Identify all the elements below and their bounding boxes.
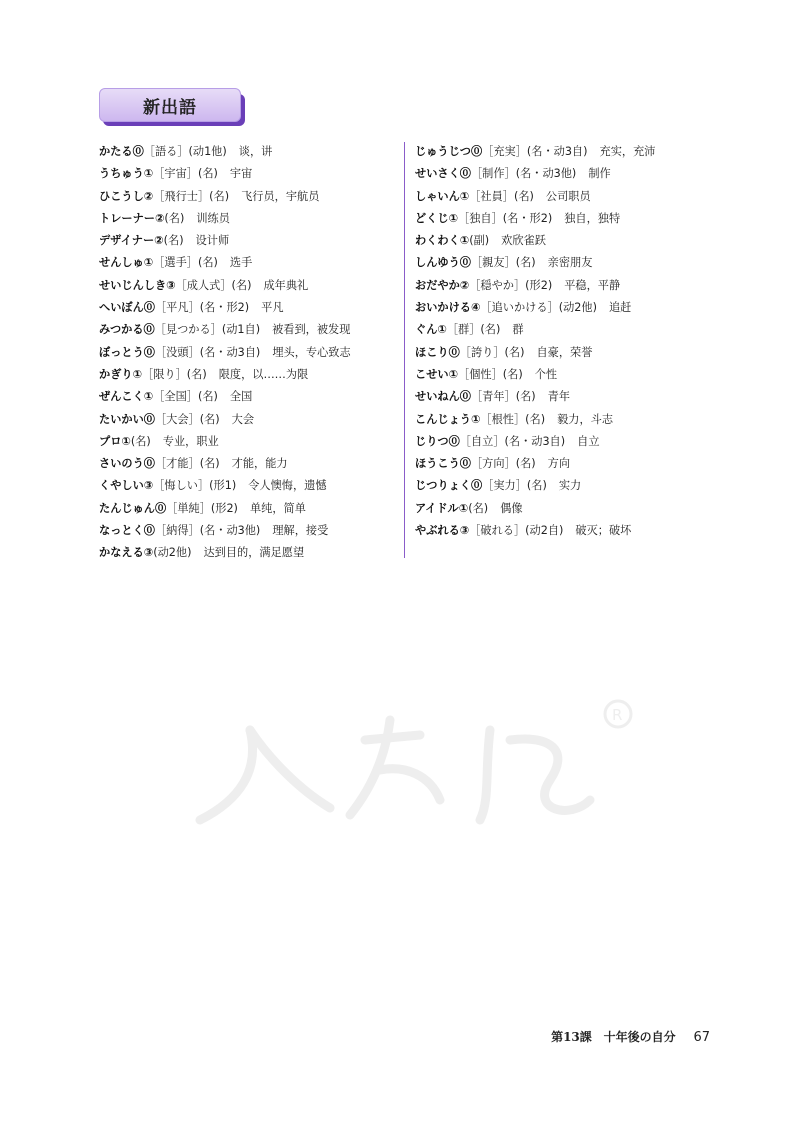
vocab-reading: アイドル①: [415, 501, 469, 515]
vocab-reading: かぎり①: [99, 367, 143, 381]
vocab-meaning: 全国: [229, 390, 253, 404]
vocab-kanji-pos: ［群］(名): [446, 323, 501, 337]
vocab-meaning: 偶像: [500, 501, 523, 515]
vocab-reading: せいじんしき③: [99, 278, 176, 292]
vocab-meaning: 追赶: [608, 301, 632, 315]
footer-chapter-title: 十年後の自分: [603, 1030, 676, 1044]
vocab-meaning: 实力: [558, 479, 582, 493]
vocab-reading: おだやか②: [415, 278, 470, 292]
vocab-meaning: 宇宙: [229, 167, 253, 181]
vocab-kanji-pos: (名): [468, 501, 489, 515]
vocab-entry: [99, 431, 399, 453]
vocab-meaning: 训练员: [196, 211, 230, 225]
vocab-kanji-pos: ［方向］(名): [470, 457, 536, 471]
vocab-meaning: 成年典礼: [263, 278, 309, 292]
vocab-entry: [415, 230, 715, 252]
vocab-meaning: 埋头，专心致志: [272, 345, 351, 359]
vocab-kanji-pos: ［飛行士］(名): [153, 189, 230, 203]
vocab-kanji-pos: ［語る］(动1他): [143, 145, 227, 158]
vocab-entry: [99, 342, 399, 364]
vocab-reading: かたる⓪: [99, 145, 144, 158]
vocab-kanji-pos: ［悔しい］(形1): [153, 479, 237, 493]
vocab-kanji-pos: ［大会］(名): [154, 412, 220, 426]
vocab-meaning: 群: [512, 323, 524, 337]
vocab-reading: うちゅう①: [99, 167, 154, 181]
vocab-meaning: 制作: [588, 167, 611, 181]
vocab-entry: [99, 520, 399, 542]
vocab-entry: [415, 386, 715, 408]
vocab-entry: [415, 453, 715, 475]
column-divider: [404, 142, 405, 558]
vocab-meaning: 选手: [229, 256, 253, 270]
vocab-meaning: 个性: [534, 367, 558, 381]
publisher-watermark: [190, 690, 640, 840]
svg-text:R: R: [612, 706, 623, 724]
vocab-meaning: 平稳，平静: [564, 278, 621, 292]
vocab-entry: [415, 319, 715, 341]
vocab-entry: [415, 364, 715, 386]
vocab-kanji-pos: ［破れる］(动2自): [469, 524, 564, 538]
vocab-kanji-pos: ［自立］(名・动3自): [459, 434, 566, 448]
vocab-entry: [415, 475, 715, 497]
vocab-reading: デザイナー②: [99, 234, 164, 248]
vocab-kanji-pos: ［納得］(名・动3他): [154, 524, 261, 538]
vocab-entry: [99, 409, 399, 431]
vocab-reading: こせい①: [415, 367, 459, 381]
vocab-meaning: 自豪，荣誉: [536, 345, 593, 359]
vocab-entry: [99, 498, 399, 520]
vocab-kanji-pos: ［個性］(名): [458, 367, 523, 381]
vocab-meaning: 欢欣雀跃: [501, 234, 546, 248]
vocab-meaning: 理解，接受: [272, 524, 329, 538]
page-footer: [551, 1028, 710, 1045]
vocab-kanji-pos: ［穏やか］(形2): [469, 278, 553, 292]
vocab-reading: せいねん⓪: [415, 390, 471, 404]
vocab-reading: へいぼん⓪: [99, 301, 155, 315]
vocab-meaning: 令人懊悔，遗憾: [248, 479, 327, 493]
vocab-kanji-pos: ［限り］(名): [142, 367, 207, 381]
vocab-entry: [415, 520, 715, 542]
vocab-reading: しゃいん①: [415, 189, 470, 203]
vocab-reading: わくわく①: [415, 234, 470, 248]
vocab-entry: [415, 141, 715, 163]
vocab-reading: ひこうし②: [99, 189, 154, 203]
page-number: 67: [693, 1030, 710, 1045]
vocab-reading: じりつ⓪: [415, 434, 460, 448]
vocab-reading: ほうこう⓪: [415, 457, 471, 471]
section-title-box: [99, 88, 247, 128]
vocab-entry: [415, 163, 715, 185]
vocab-entry: [99, 453, 399, 475]
vocab-kanji-pos: ［平凡］(名・形2): [154, 301, 250, 315]
vocab-meaning: 谈，讲: [238, 145, 273, 158]
vocab-meaning: 设计师: [195, 234, 230, 248]
vocab-meaning: 独自，独特: [564, 211, 621, 225]
vocab-meaning: 达到目的，满足愿望: [203, 546, 305, 560]
vocab-reading: やぶれる③: [415, 524, 470, 538]
vocab-reading: ほこり⓪: [415, 345, 460, 359]
vocab-kanji-pos: ［社員］(名): [469, 189, 534, 203]
vocab-reading: しんゆう⓪: [415, 256, 471, 270]
vocab-entry: [99, 275, 399, 297]
vocab-kanji-pos: ［充実］(名・动3自): [482, 145, 588, 158]
vocab-reading: じつりょく⓪: [415, 479, 483, 493]
vocab-reading: トレーナー②: [99, 211, 165, 225]
vocab-meaning: 被看到，被发现: [272, 323, 351, 337]
vocab-entry: [99, 186, 399, 208]
vocab-kanji-pos: ［成人式］(名): [175, 278, 252, 292]
vocab-meaning: 专业，职业: [162, 434, 219, 448]
vocab-reading: せんしゅ①: [99, 256, 154, 270]
vocab-entry: [99, 475, 399, 497]
vocab-kanji-pos: (副): [469, 234, 490, 248]
vocab-reading: プロ①: [99, 434, 131, 448]
vocab-kanji-pos: (动2他): [153, 546, 192, 560]
vocab-reading: こんじょう①: [415, 412, 481, 426]
vocab-entry: [99, 297, 399, 319]
vocab-entry: [415, 409, 715, 431]
vocab-entry: [99, 319, 399, 341]
vocab-meaning: 单纯，简单: [249, 501, 306, 515]
vocab-meaning: 平凡: [261, 301, 284, 315]
vocab-kanji-pos: (名): [130, 434, 151, 448]
vocab-kanji-pos: ［根性］(名): [480, 412, 546, 426]
vocab-kanji-pos: ［才能］(名): [154, 457, 220, 471]
vocab-entry: [99, 230, 399, 252]
vocab-reading: ぼっとう⓪: [99, 345, 155, 359]
vocab-entry: [415, 252, 715, 274]
vocab-meaning: 大会: [231, 412, 255, 426]
vocab-reading: かなえる③: [99, 546, 154, 560]
vocab-meaning: 才能，能力: [231, 457, 288, 471]
vocab-kanji-pos: ［単純］(形2): [166, 501, 238, 515]
vocab-entry: [99, 542, 399, 564]
vocab-entry: [99, 386, 399, 408]
vocab-meaning: 毅力，斗志: [557, 412, 614, 426]
vocab-meaning: 破灭；破坏: [575, 524, 632, 538]
vocab-kanji-pos: ［追いかける］(动2他): [480, 301, 597, 315]
vocab-reading: ぜんこく①: [99, 390, 154, 404]
vocab-reading: せいさく⓪: [415, 167, 471, 181]
vocab-reading: どくじ①: [415, 211, 459, 225]
vocab-meaning: 飞行员，宇航员: [241, 189, 320, 203]
vocab-kanji-pos: ［全国］(名): [153, 390, 218, 404]
vocab-reading: くやしい③: [99, 479, 154, 493]
vocab-kanji-pos: (名): [163, 234, 184, 248]
vocab-kanji-pos: ［実力］(名): [482, 479, 547, 493]
vocab-entry: [415, 498, 715, 520]
vocab-reading: たいかい⓪: [99, 412, 155, 426]
vocab-kanji-pos: ［選手］(名): [153, 256, 218, 270]
vocab-reading: たんじゅん⓪: [99, 501, 167, 515]
vocab-meaning: 公司职员: [545, 189, 591, 203]
vocab-meaning: 自立: [577, 434, 600, 448]
vocab-entry: [99, 252, 399, 274]
vocab-meaning: 充实，充沛: [599, 145, 656, 158]
vocab-column-right: [415, 141, 715, 542]
vocab-reading: さいのう⓪: [99, 457, 155, 471]
vocab-entry: [99, 364, 399, 386]
vocab-entry: [415, 186, 715, 208]
vocab-entry: [415, 297, 715, 319]
vocab-entry: [415, 275, 715, 297]
vocab-meaning: 限度，以……为限: [218, 367, 309, 381]
vocab-reading: おいかける④: [415, 301, 481, 315]
vocab-kanji-pos: ［誇り］(名): [459, 345, 525, 359]
vocab-reading: みつかる⓪: [99, 323, 155, 337]
footer-chapter: 第13課: [551, 1030, 592, 1044]
vocab-kanji-pos: ［独自］(名・形2): [458, 211, 553, 225]
vocab-kanji-pos: ［親友］(名): [470, 256, 536, 270]
vocab-reading: じゅうじつ⓪: [415, 145, 483, 158]
vocab-kanji-pos: ［制作］(名・动3他): [470, 167, 577, 181]
vocab-meaning: 亲密朋友: [547, 256, 593, 270]
vocab-meaning: 青年: [547, 390, 571, 404]
vocab-kanji-pos: ［没頭］(名・动3自): [154, 345, 261, 359]
vocab-column-left: [99, 141, 399, 565]
vocab-kanji-pos: ［宇宙］(名): [153, 167, 218, 181]
vocab-entry: [99, 208, 399, 230]
vocab-kanji-pos: (名): [164, 211, 185, 225]
vocab-entry: [415, 208, 715, 230]
vocab-entry: [415, 342, 715, 364]
vocab-reading: なっとく⓪: [99, 524, 155, 538]
vocab-entry: [99, 163, 399, 185]
vocab-entry: [415, 431, 715, 453]
vocab-reading: ぐん①: [415, 323, 447, 337]
vocab-entry: [99, 141, 399, 163]
section-title: 新出語: [99, 88, 241, 122]
vocab-kanji-pos: ［見つかる］(动1自): [154, 323, 261, 337]
vocab-meaning: 方向: [547, 457, 571, 471]
vocab-kanji-pos: ［青年］(名): [470, 390, 536, 404]
